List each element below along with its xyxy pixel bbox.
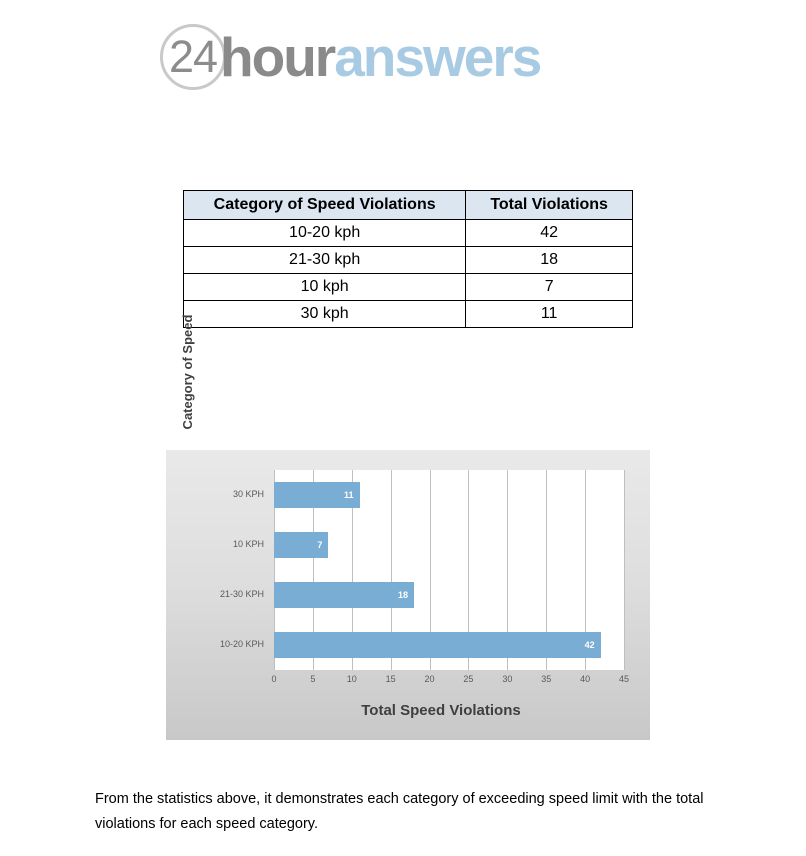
caption-text: From the statistics above, it demonstrates each category of exceeding speed limit with the total violations for each speed category. <box>95 791 704 833</box>
logo-answers-text: answers <box>334 26 541 88</box>
table-cell-total: 7 <box>466 274 633 301</box>
chart-x-tick-label: 0 <box>271 674 277 684</box>
chart-category-label: 10 KPH <box>232 539 264 549</box>
chart-category-label: 30 KPH <box>232 489 264 499</box>
chart-x-tick-label: 5 <box>310 674 316 684</box>
chart-bar <box>274 482 360 508</box>
table-row <box>184 247 633 274</box>
table-cell-category: 30 kph <box>184 301 466 328</box>
violations-table-wrapper <box>183 190 633 328</box>
chart-plot-area <box>274 470 624 670</box>
chart-x-tick-label: 20 <box>424 674 435 684</box>
chart-x-tick-label: 45 <box>618 674 630 684</box>
table-row <box>184 301 633 328</box>
chart-x-tick-label: 25 <box>463 674 474 684</box>
chart-bar-row <box>274 470 624 520</box>
chart-bar-row <box>274 620 624 670</box>
chart-bar <box>274 532 328 558</box>
logo-hour-text: hour <box>220 26 335 88</box>
speed-violations-chart <box>166 314 650 740</box>
chart-gridline <box>624 470 625 670</box>
site-logo <box>160 18 540 96</box>
table-cell-total: 18 <box>466 247 633 274</box>
table-cell-category: 10-20 kph <box>184 220 466 247</box>
chart-bar-value-label: 7 <box>317 540 323 550</box>
table-row <box>184 274 633 301</box>
chart-bar-value-label: 42 <box>584 640 595 650</box>
chart-bar-row <box>274 520 624 570</box>
table-row <box>184 220 633 247</box>
chart-category-label: 10-20 KPH <box>219 639 264 649</box>
table-cell-total: 42 <box>466 220 633 247</box>
chart-x-axis-title: Total Speed Violations <box>361 702 521 719</box>
chart-category-label: 21-30 KPH <box>219 589 264 599</box>
chart-bar-value-label: 18 <box>397 590 408 600</box>
violations-table <box>183 190 633 328</box>
chart-bar-row <box>274 570 624 620</box>
table-header-row <box>184 191 633 220</box>
table-cell-category: 10 kph <box>184 274 466 301</box>
chart-x-tick-label: 15 <box>385 674 396 684</box>
chart-bar-value-label: 11 <box>344 490 354 500</box>
table-header-total: Total Violations <box>466 191 633 220</box>
chart-bar <box>274 632 601 658</box>
chart-inner <box>166 314 650 740</box>
chart-category-labels <box>166 470 270 670</box>
chart-x-tick-label: 40 <box>580 674 591 684</box>
chart-x-tick-labels <box>271 674 630 688</box>
table-cell-total: 11 <box>466 301 633 328</box>
chart-x-tick-label: 30 <box>502 674 513 684</box>
table-header-category: Category of Speed Violations <box>184 191 466 220</box>
chart-bar <box>274 582 414 608</box>
chart-y-axis-title: Category of Speed <box>180 314 195 430</box>
table-cell-category: 21-30 kph <box>184 247 466 274</box>
chart-x-tick-label: 35 <box>541 674 552 684</box>
logo-circle-icon <box>160 24 226 90</box>
logo-24-text: 24 <box>168 31 218 82</box>
chart-x-tick-label: 10 <box>346 674 357 684</box>
